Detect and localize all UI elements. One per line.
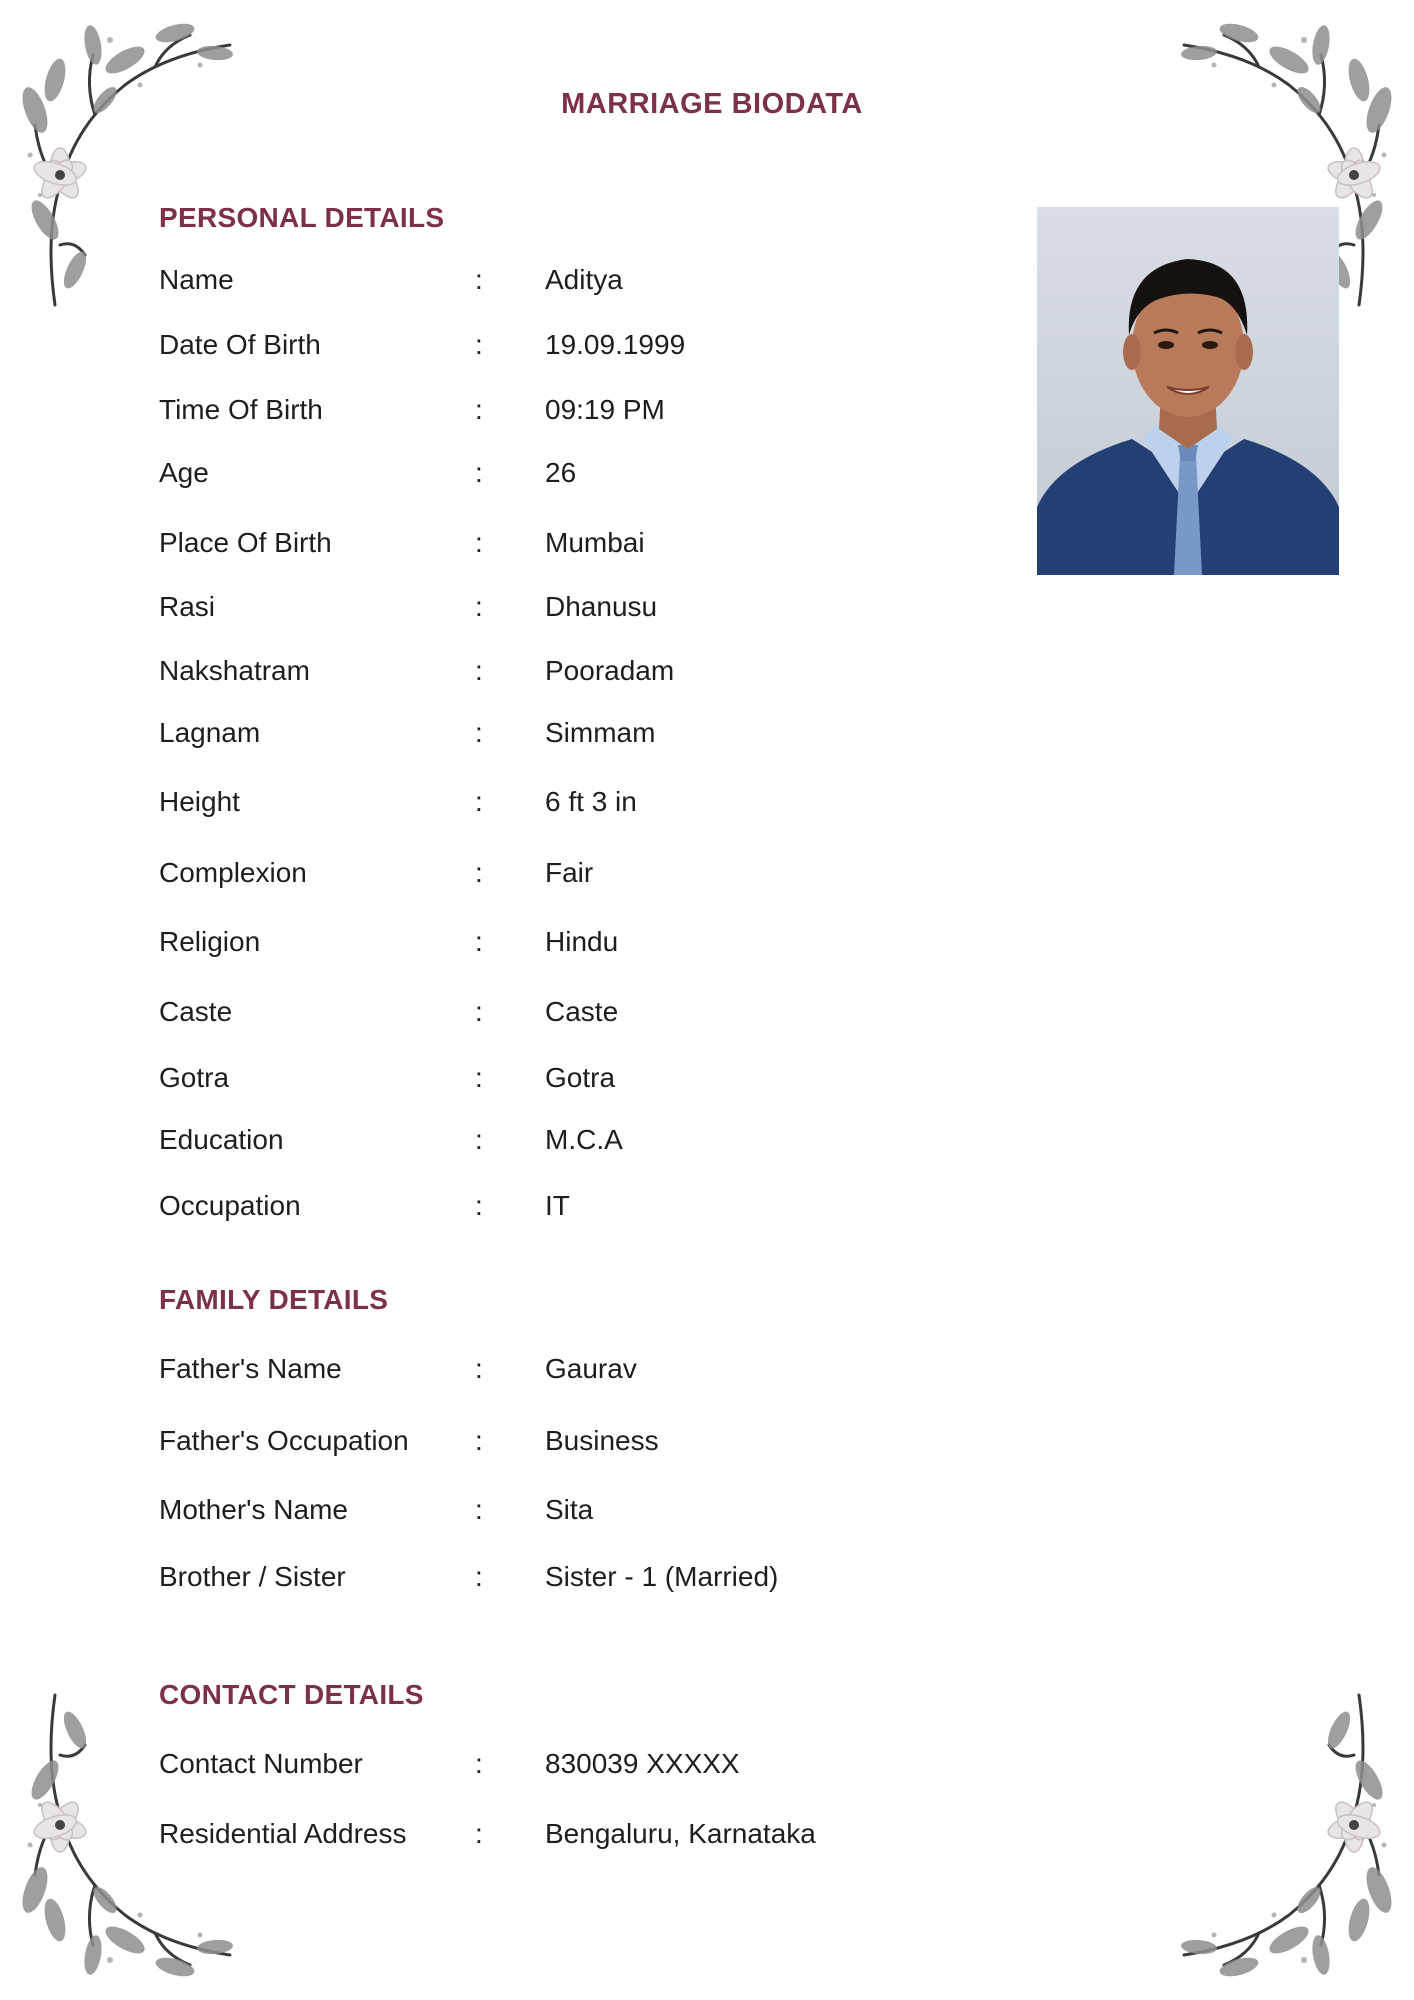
- detail-row: [0, 587, 1000, 627]
- detail-value: Aditya: [545, 264, 623, 295]
- detail-row: [0, 453, 1000, 493]
- detail-value: 09:19 PM: [545, 394, 665, 425]
- detail-row: [0, 390, 1000, 430]
- detail-separator: :: [475, 1561, 483, 1592]
- detail-row: [0, 1421, 1000, 1461]
- detail-row: [0, 1557, 1000, 1597]
- detail-row: [0, 992, 1000, 1032]
- detail-row: [0, 1744, 1000, 1784]
- detail-separator: :: [475, 1124, 483, 1155]
- detail-separator: :: [475, 1748, 483, 1779]
- detail-row: [0, 651, 1000, 691]
- detail-row: [0, 1186, 1000, 1226]
- detail-row: [0, 922, 1000, 962]
- detail-value: 19.09.1999: [545, 329, 686, 360]
- detail-row: [0, 1058, 1000, 1098]
- detail-label: Residential Address: [159, 1818, 407, 1849]
- detail-value: IT: [545, 1190, 570, 1221]
- detail-separator: :: [475, 1425, 483, 1456]
- detail-value: Dhanusu: [545, 591, 658, 622]
- detail-separator: :: [475, 591, 483, 622]
- detail-separator: :: [475, 996, 483, 1027]
- detail-separator: :: [475, 394, 483, 425]
- detail-label: Gotra: [159, 1062, 230, 1093]
- detail-label: Age: [159, 457, 209, 488]
- detail-row: [0, 260, 1000, 300]
- detail-label: Father's Occupation: [159, 1425, 409, 1456]
- detail-separator: :: [475, 857, 483, 888]
- detail-separator: :: [475, 926, 483, 957]
- detail-value: 26: [545, 457, 577, 488]
- detail-separator: :: [475, 457, 483, 488]
- detail-value: Sister - 1 (Married): [545, 1561, 779, 1592]
- detail-value: 6 ft 3 in: [545, 786, 637, 817]
- detail-label: Lagnam: [159, 717, 261, 748]
- detail-value: Mumbai: [545, 527, 645, 558]
- detail-label: Time Of Birth: [159, 394, 323, 425]
- detail-value: Gaurav: [545, 1353, 637, 1384]
- detail-row: [0, 853, 1000, 893]
- detail-value: Caste: [545, 996, 619, 1027]
- detail-separator: :: [475, 264, 483, 295]
- detail-label: Complexion: [159, 857, 307, 888]
- detail-row: [0, 713, 1000, 753]
- detail-value: 830039 XXXXX: [545, 1748, 740, 1779]
- detail-value: Pooradam: [545, 655, 675, 686]
- detail-separator: :: [475, 329, 483, 360]
- detail-label: Education: [159, 1124, 284, 1155]
- detail-label: Father's Name: [159, 1353, 342, 1384]
- profile-photo: [1037, 207, 1339, 575]
- detail-label: Nakshatram: [159, 655, 310, 686]
- detail-separator: :: [475, 717, 483, 748]
- detail-value: Gotra: [545, 1062, 616, 1093]
- detail-separator: :: [475, 1818, 483, 1849]
- person-portrait-icon: [1037, 207, 1339, 575]
- personal-details-heading: PERSONAL DETAILS: [159, 202, 445, 233]
- detail-value: Fair: [545, 857, 594, 888]
- detail-separator: :: [475, 1190, 483, 1221]
- detail-label: Caste: [159, 996, 233, 1027]
- detail-label: Mother's Name: [159, 1494, 348, 1525]
- detail-value: Hindu: [545, 926, 619, 957]
- detail-label: Height: [159, 786, 240, 817]
- detail-row: [0, 1120, 1000, 1160]
- detail-row: [0, 1349, 1000, 1389]
- detail-label: Date Of Birth: [159, 329, 321, 360]
- detail-row: [0, 1490, 1000, 1530]
- detail-value: Bengaluru, Karnataka: [545, 1818, 816, 1849]
- detail-value: Simmam: [545, 717, 656, 748]
- detail-separator: :: [475, 1062, 483, 1093]
- detail-separator: :: [475, 1494, 483, 1525]
- detail-row: [0, 782, 1000, 822]
- detail-label: Rasi: [159, 591, 216, 622]
- detail-separator: :: [475, 655, 483, 686]
- detail-row: [0, 1814, 1000, 1854]
- detail-label: Place Of Birth: [159, 527, 332, 558]
- detail-separator: :: [475, 1353, 483, 1384]
- detail-row: [0, 523, 1000, 563]
- detail-row: [0, 325, 1000, 365]
- detail-value: Sita: [545, 1494, 594, 1525]
- detail-label: Contact Number: [159, 1748, 363, 1779]
- detail-separator: :: [475, 527, 483, 558]
- detail-value: Business: [545, 1425, 659, 1456]
- page-title: MARRIAGE BIODATA: [561, 88, 863, 120]
- detail-label: Occupation: [159, 1190, 301, 1221]
- detail-label: Name: [159, 264, 234, 295]
- contact-details-heading: CONTACT DETAILS: [159, 1679, 424, 1710]
- family-details-heading: FAMILY DETAILS: [159, 1284, 389, 1315]
- floral-corner-icon: [1169, 1685, 1399, 1985]
- detail-value: M.C.A: [545, 1124, 623, 1155]
- detail-label: Brother / Sister: [159, 1561, 346, 1592]
- detail-label: Religion: [159, 926, 261, 957]
- detail-separator: :: [475, 786, 483, 817]
